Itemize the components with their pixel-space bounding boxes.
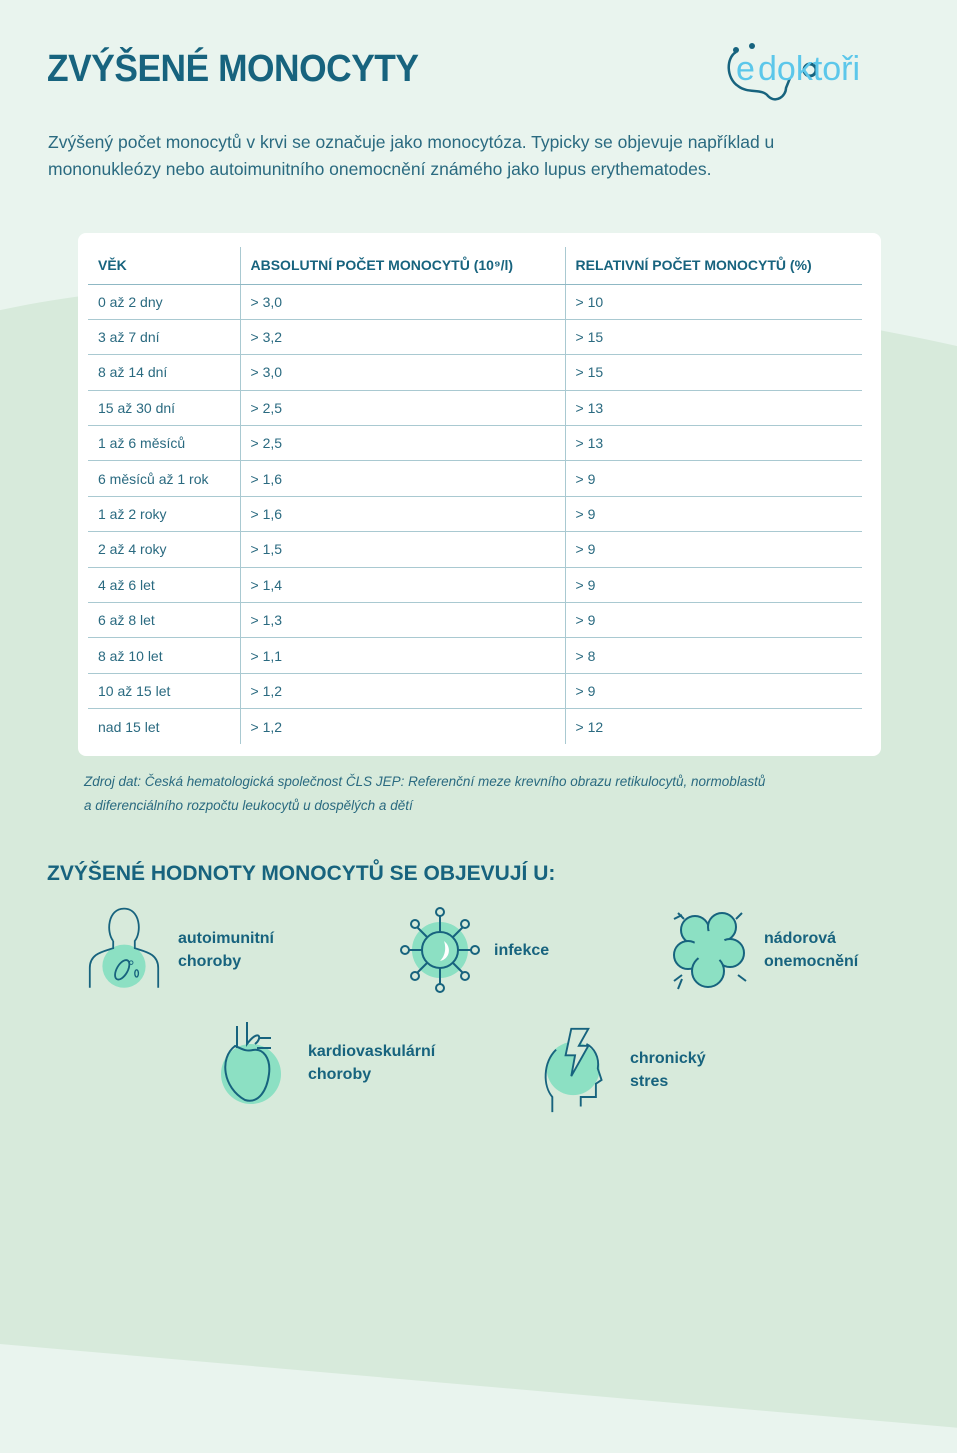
cell-age: nad 15 let (98, 718, 160, 735)
cell-relative: > 9 (565, 673, 862, 708)
table-row (88, 638, 862, 673)
svg-text:doktoři: doktoři (758, 50, 861, 88)
cell-relative: > 13 (565, 426, 862, 461)
cell-relative: > 13 (565, 390, 862, 425)
cell-age: 3 až 7 dní (88, 319, 240, 354)
heart-icon (214, 1018, 294, 1108)
condition-infection: infekce (400, 905, 549, 995)
cell-absolute: > 1,1 (240, 638, 565, 673)
cell-absolute: > 1,2 (240, 709, 565, 744)
cell-relative: > 12 (565, 709, 862, 744)
conditions-title: ZVÝŠENÉ HODNOTY MONOCYTŮ SE OBJEVUJÍ U: (47, 862, 556, 885)
cell-absolute: > 1,5 (240, 532, 565, 567)
cell-age: 8 až 14 dní (88, 355, 240, 390)
cell-absolute: > 1,2 (240, 673, 565, 708)
virus-icon (400, 905, 480, 995)
table-row (88, 284, 862, 319)
table-row (88, 532, 862, 567)
cell-relative: > 10 (565, 284, 862, 319)
intro-text: Zvýšený počet monocytů v krvi se označuje jako monocytóza. Typicky se objevuje například u mononukleózy nebo autoimunitního onemocnění známého jako lupus erythematodes. (48, 132, 775, 179)
cell-relative: > 9 (565, 496, 862, 531)
cell-relative: > 9 (565, 532, 862, 567)
cell-age: 8 až 10 let (88, 638, 240, 673)
cell-relative: > 9 (565, 567, 862, 602)
source-note: Zdroj dat: Česká hematologická společnost ČLS JEP: Referenční meze krevního obrazu retikulocytů, normoblastů a diferenciálního rozpočtu leukocytů u dospělých a dětí (84, 774, 766, 813)
table-row (88, 461, 862, 496)
cell-relative: > 15 (565, 319, 862, 354)
page-title: ZVÝŠENÉ MONOCYTY (47, 48, 419, 90)
header-absolute: ABSOLUTNÍ POČET MONOCYTŮ (10⁹/l) (240, 247, 565, 284)
head-lightning-icon (536, 1025, 616, 1115)
cell-relative: > 9 (565, 603, 862, 638)
table-row (88, 390, 862, 425)
cell-relative: > 8 (565, 638, 862, 673)
condition-autoimmune: autoimunitní choroby (84, 905, 274, 995)
header-relative: RELATIVNÍ POČET MONOCYTŮ (%) (565, 247, 862, 284)
condition-cardiovascular: kardiovaskulární choroby (214, 1018, 435, 1108)
cell-absolute: > 3,0 (240, 284, 565, 319)
monocyte-table (88, 247, 862, 744)
cell-age: 15 až 30 dní (88, 390, 240, 425)
person-bacteria-icon (84, 905, 164, 995)
table-row (88, 355, 862, 390)
cell-absolute: > 1,4 (240, 567, 565, 602)
condition-stress: chronický stres (536, 1025, 706, 1115)
table-row (88, 603, 862, 638)
table-row (88, 426, 862, 461)
table-row (88, 673, 862, 708)
monocyte-table-card (78, 233, 881, 756)
table-row (88, 496, 862, 531)
svg-text:e: e (736, 50, 755, 88)
cell-age: 1 až 2 roky (88, 496, 240, 531)
cell-absolute: > 1,6 (240, 496, 565, 531)
cell-absolute: > 3,2 (240, 319, 565, 354)
edoktori-logo (724, 38, 914, 102)
cell-age: 0 až 2 dny (88, 284, 240, 319)
cell-absolute: > 1,6 (240, 461, 565, 496)
table-row (88, 709, 862, 744)
cell-age: 6 měsíců až 1 rok (88, 461, 240, 496)
cell-age: 6 až 8 let (88, 603, 240, 638)
cell-age: 2 až 4 roky (88, 532, 240, 567)
header-age: VĚK (88, 247, 240, 284)
cell-absolute: > 3,0 (240, 355, 565, 390)
cell-absolute: > 2,5 (240, 426, 565, 461)
cell-absolute: > 2,5 (240, 390, 565, 425)
table-row (88, 319, 862, 354)
cell-relative: > 9 (565, 461, 862, 496)
cell-age: 4 až 6 let (88, 567, 240, 602)
cell-age: 10 až 15 let (88, 673, 240, 708)
tumor-icon (670, 905, 750, 995)
table-row (88, 567, 862, 602)
cell-absolute: > 1,3 (240, 603, 565, 638)
condition-tumor: nádorová onemocnění (670, 905, 858, 995)
cell-relative: > 15 (565, 355, 862, 390)
cell-age: 1 až 6 měsíců (88, 426, 240, 461)
